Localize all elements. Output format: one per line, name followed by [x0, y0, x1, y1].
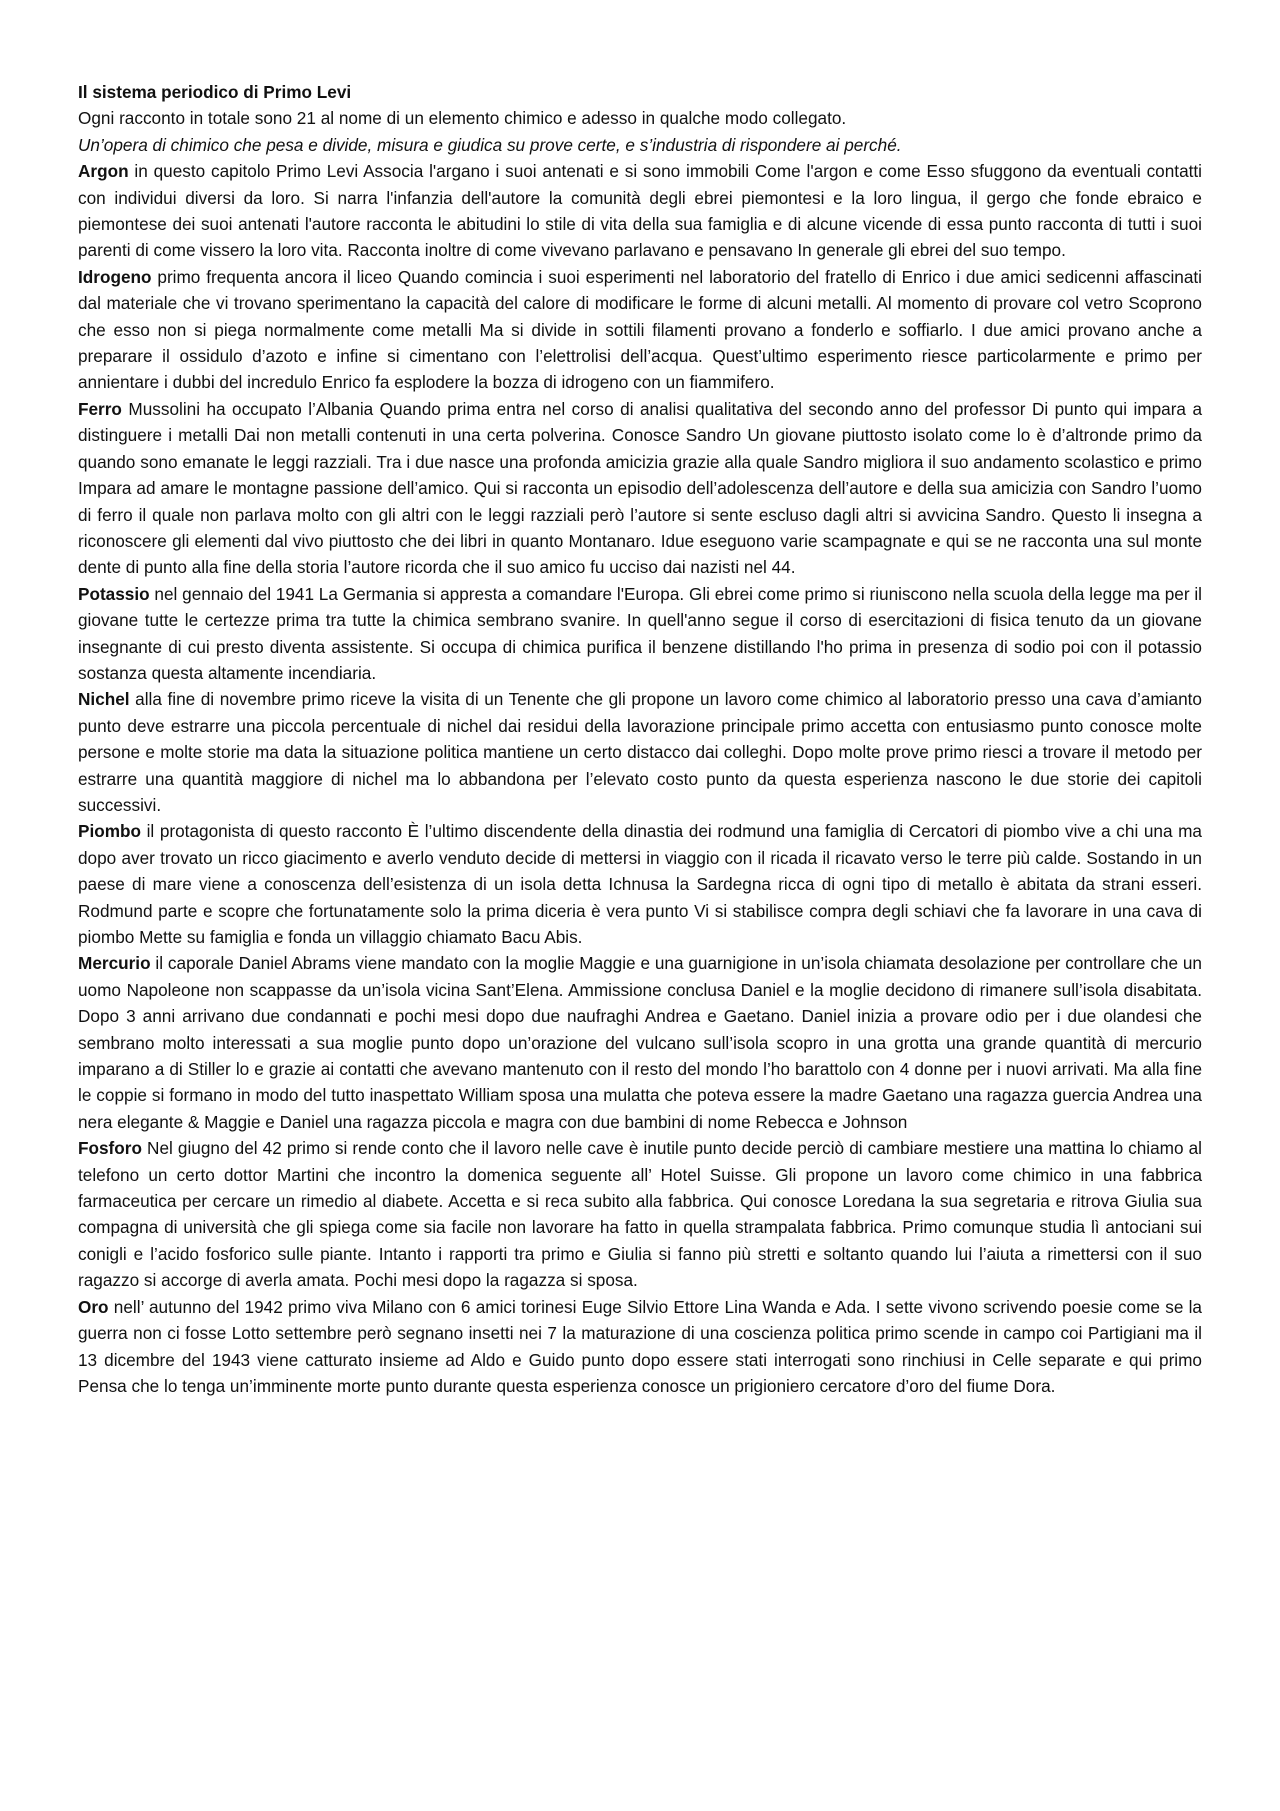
chapter-text: nel gennaio del 1941 La Germania si appresta a comandare l'Europa. Gli ebrei come primo si riuniscono nella scuola della legge ma per il giovane tutte le certezze prima tra tutte la chimica sembrano svanire. In quell'anno segue il corso di esercitazioni di fisica tenuto da un giovane insegnante di cui presto diventa assistente. Si occupa di chimica purifica il benzene distillando l'ho prima in presenza di sodio poi con il potassio sostanza questa altamente incendiaria.	[78, 583, 1202, 683]
chapter-text: alla fine di novembre primo riceve la visita di un Tenente che gli propone un lavoro come chimico al laboratorio presso una cava d’amianto punto deve estrarre una piccola percentuale di nichel dai residui della lavorazione principale primo accetta con entusiasmo punto conosce molte persone e molte storie ma data la situazione politica mantiene un certo distacco dai colleghi. Dopo molte prove primo riesci a trovare il metodo per estrarre una quantità maggiore di nichel ma lo abbandona per l’elevato costo punto da questa esperienza nascono le due storie dei capitoli successivi.	[78, 689, 1202, 815]
chapter-text: Mussolini ha occupato l’Albania Quando prima entra nel corso di analisi qualitativa del secondo anno del professor Di punto qui impara a distinguere i metalli Dai non metalli contenuti in una certa polverina. Conosce Sandro Un giovane piuttosto isolato come lo è d’altronde primo da quando sono emanate le leggi razziali. Tra i due nasce una profonda amicizia grazie alla quale Sandro migliora il suo andamento scolastico e primo Impara ad amare le montagne passione dell’amico. Qui si racconta un episodio dell’adolescenza dell’autore e della sua amicizia con Sandro l’uomo di ferro il quale non parlava molto con gli altri con le leggi razziali però l’autore si sente escluso dagli altri si avvicina Sandro. Questo li insegna a riconoscere gli elementi dal vivo piuttosto che dei libri in quanto Montanaro. Idue eseguono varie scampagnate e qui se ne racconta una sul monte dente di punto alla fine della storia l’autore ricorda che il suo amico fu ucciso dai nazisti nel 44.	[78, 398, 1202, 578]
chapter-mercurio	[78, 950, 1202, 1135]
chapter-nichel	[78, 686, 1202, 818]
chapter-oro	[78, 1294, 1202, 1400]
chapter-ferro	[78, 396, 1202, 581]
chapter-name: Argon	[78, 161, 129, 182]
chapter-text: in questo capitolo Primo Levi Associa l'argano i suoi antenati e si sono immobili Come l'argon e come Esso sfuggono da eventuali contatti con individui diversi da loro. Si narra l'infanzia dell'autore la comunità degli ebrei piemontesi e la loro lingua, il gergo che fonde ebraico e piemontese dei suoi antenati l'autore racconta le abitudini lo stile di vita della sua famiglia e di alcune vicende di essa punto racconta di tutti i suoi parenti di come vissero la loro vita. Racconta inoltre di come vivevano parlavano e pensavano In generale gli ebrei del suo tempo.	[78, 161, 1202, 261]
chapter-text: nell’ autunno del 1942 primo viva Milano con 6 amici torinesi Euge Silvio Ettore Lina Wanda e Ada. I sette vivono scrivendo poesie come se la guerra non ci fosse Lotto settembre però segnano insetti nei 7 la maturazione di una coscienza politica primo scende in campo coi Partigiani ma il 13 dicembre del 1943 viene catturato insieme ad Aldo e Guido punto dopo essere stati interrogati sono rinchiusi in Celle separate e qui primo Pensa che lo tenga un’imminente morte punto durante questa esperienza conosce un prigioniero cercatore d’oro del fiume Dora.	[78, 1296, 1202, 1396]
chapter-piombo	[78, 818, 1202, 950]
chapter-text: il caporale Daniel Abrams viene mandato con la moglie Maggie e una guarnigione in un’isola chiamata desolazione per controllare che un uomo Napoleone non scappasse da un’isola vicina Sant’Elena. Ammissione conclusa Daniel e la moglie decidono di rimanere sull’isola disabitata. Dopo 3 anni arrivano due condannati e pochi mesi dopo due naufraghi Andrea e Gaetano. Daniel inizia a provare odio per i due olandesi che sembrano molto interessati a sua moglie punto dopo un’orazione del vulcano sull’isola scopro in una grotta una grande quantità di mercurio imparano a di Stiller lo e grazie ai contatti che avevano mantenuto con il resto del mondo l’ho barattolo con 4 donne per i nuovi arrivati. Ma alla fine le coppie si formano in modo del tutto inaspettato William sposa una mulatta che poteva essere la madre Gaetano una ragazza guercia Andrea una nera elegante & Maggie e Daniel una ragazza piccola e magra con due bambini di nome Rebecca e Johnson	[78, 953, 1202, 1132]
chapter-text: primo frequenta ancora il liceo Quando comincia i suoi esperimenti nel laboratorio del fratello di Enrico i due amici sedicenni affascinati dal materiale che vi trovano sperimentano la capacità del calore di modificare le forme di alcuni metalli. Al momento di provare col vetro Scoprono che esso non si piega normalmente come metalli Ma si divide in sottili filamenti provano a fonderlo e soffiarlo. I due amici provano anche a preparare il ossidulo d’azoto e infine si cimentano con l’elettrolisi dell’acqua. Quest’ultimo esperimento riesce particolarmente e primo per annientare i dubbi del incredulo Enrico fa esplodere la bozza di idrogeno con un fiammifero.	[78, 266, 1202, 393]
chapter-name: Idrogeno	[78, 266, 152, 287]
chapter-argon	[78, 158, 1202, 264]
document-page	[78, 79, 1202, 1399]
chapter-fosforo	[78, 1135, 1202, 1293]
chapter-potassio	[78, 581, 1202, 687]
intro-text: Ogni racconto in totale sono 21 al nome di un elemento chimico e adesso in qualche modo collegato.	[78, 108, 847, 129]
quote-text: Un’opera di chimico che pesa e divide, misura e giudica su prove certe, e s’industria di rispondere ai perché.	[78, 134, 902, 155]
chapter-name: Fosforo	[78, 1138, 142, 1159]
chapter-name: Ferro	[78, 398, 122, 419]
chapter-name: Potassio	[78, 583, 150, 604]
chapter-text: il protagonista di questo racconto È l’ultimo discendente della dinastia dei rodmund una famiglia di Cercatori di piombo vive a chi una ma dopo aver trovato un ricco giacimento e averlo venduto decide di mettersi in viaggio con il ricada il ricavato verso le terre più calde. Sostando in un paese di mare viene a conoscenza dell’esistenza di un isola detta Ichnusa la Sardegna ricca di ogni tipo di metallo è abitata da strani esseri. Rodmund parte e scopre che fortunatamente solo la prima diceria è vera punto Vi si stabilisce compra degli schiavi che fa lavorare in una cava di piombo Mette su famiglia e fonda un villaggio chiamato Bacu Abis.	[78, 821, 1202, 947]
chapter-name: Piombo	[78, 821, 142, 842]
chapter-name: Nichel	[78, 689, 130, 710]
document-title: Il sistema periodico di Primo Levi	[78, 82, 352, 102]
chapter-name: Mercurio	[78, 953, 151, 974]
chapter-name: Oro	[78, 1296, 109, 1317]
chapter-idrogeno	[78, 264, 1202, 396]
chapter-text: Nel giugno del 42 primo si rende conto che il lavoro nelle cave è inutile punto decide perciò di cambiare mestiere una mattina lo chiamo al telefono un certo dottor Martini che incontro la domenica seguente all’ Hotel Suisse. Gli propone un lavoro come chimico in una fabbrica farmaceutica per cercare un rimedio al diabete. Accetta e si reca subito alla fabbrica. Qui conosce Loredana la sua segretaria e ritrova Giulia sua compagna di università che gli spiega come sia facile non lavorare ha fatto in quella strampalata fabbrica. Primo comunque studia lì antociani sui conigli e l’acido fosforico sulle piante. Intanto i rapporti tra primo e Giulia si fanno più stretti e soltanto quando lui l’aiuta a rimettersi con il suo ragazzo si accorge di averla amata. Pochi mesi dopo la ragazza si sposa.	[78, 1138, 1202, 1291]
